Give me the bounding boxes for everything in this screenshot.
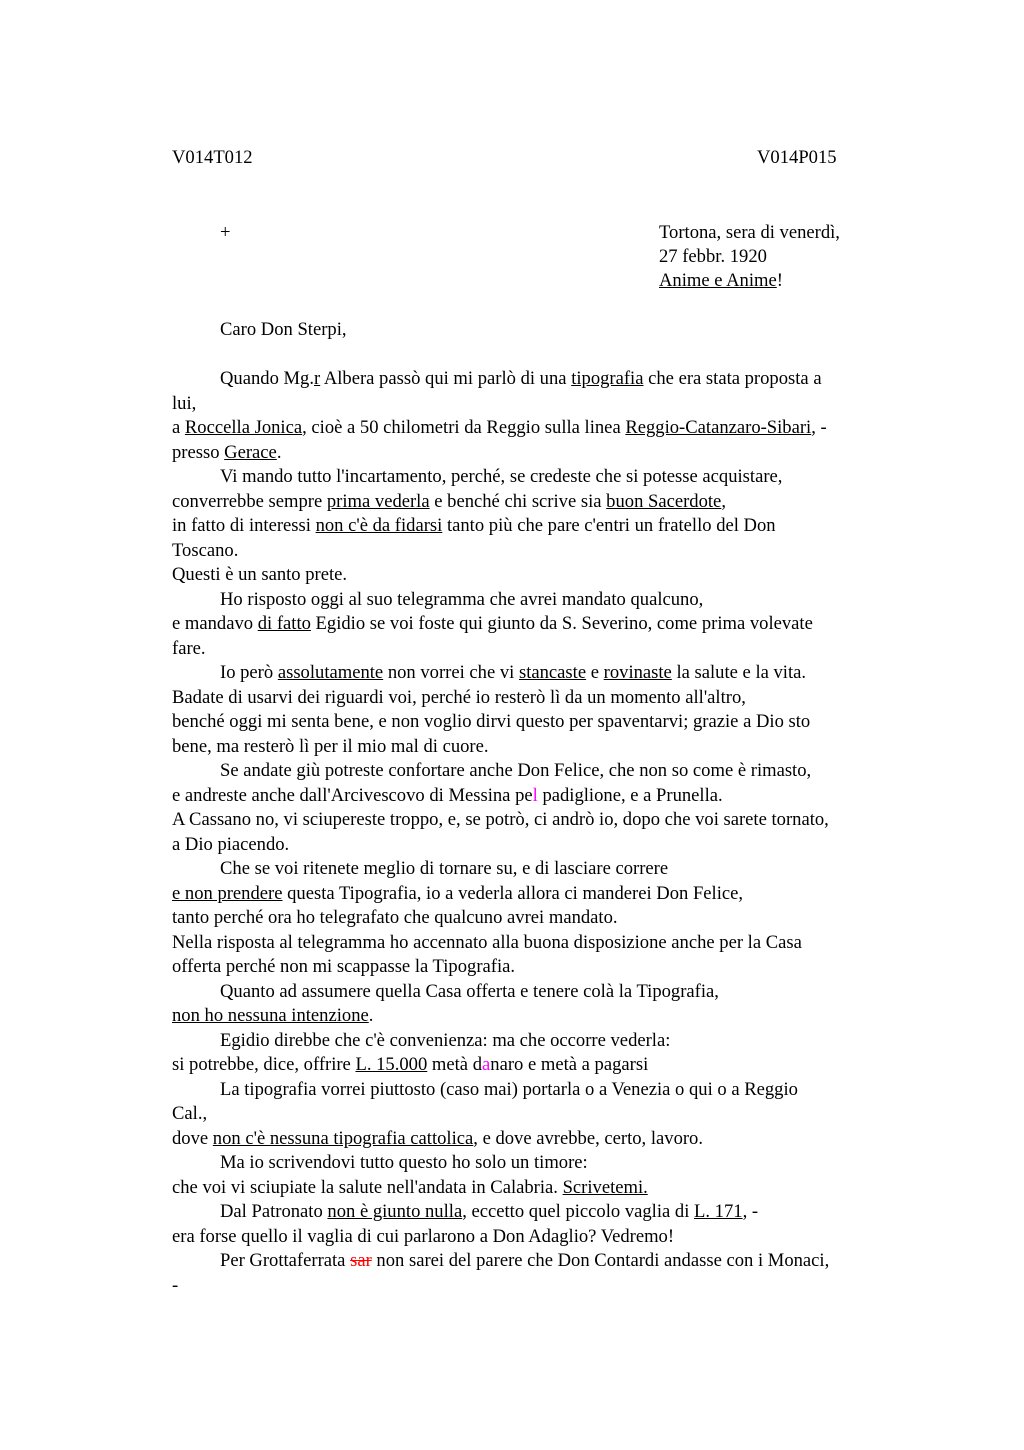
letter-line (172, 563, 912, 588)
underlined-text: buon Sacerdote (606, 490, 722, 512)
letter-line (172, 637, 912, 662)
text-segment: a Dio piacendo. (172, 833, 290, 855)
letter-line (172, 490, 912, 515)
letter-line (172, 1078, 912, 1103)
underlined-text: prima vederla (326, 490, 430, 512)
letter-line (172, 588, 912, 613)
underlined-text: non c'è nessuna tipografia cattolica (212, 1127, 474, 1149)
letter-line (172, 784, 912, 809)
letter-line (172, 686, 912, 711)
text-segment: offerta perché non mi scappasse la Tipografia. (172, 956, 516, 977)
text-segment: . (276, 441, 282, 463)
letter-body (172, 367, 912, 1298)
text-segment: e andreste anche dall'Arcivescovo di Messina pe (172, 784, 533, 806)
text-segment: Ho risposto oggi al suo telegramma che avrei mandato qualcuno, (220, 588, 704, 610)
text-segment: Nella risposta al telegramma ho accennato alla buona disposizione anche per la Casa (172, 931, 802, 953)
text-segment: , - (742, 1201, 759, 1222)
text-segment: padiglione, e a Prunella. (537, 784, 723, 806)
underlined-text: di fatto (257, 613, 311, 634)
text-segment: e benché chi scrive sia (429, 490, 607, 512)
place-date-line-1: Tortona, sera di venerdì, (659, 222, 840, 243)
letter-line (172, 1200, 912, 1225)
underlined-text: Gerace (224, 441, 277, 463)
salutation: Caro Don Sterpi, (220, 319, 347, 340)
letter-line (172, 833, 912, 858)
text-segment: si potrebbe, dice, offrire (172, 1054, 356, 1075)
text-segment: La tipografia vorrei piuttosto (caso mai) portarla o a Venezia o qui o a Reggio (220, 1078, 798, 1100)
text-segment: Per Grottaferrata (220, 1250, 351, 1271)
letter-line (172, 661, 912, 686)
letter-line (172, 392, 912, 417)
underlined-text: r (314, 368, 321, 389)
letter-line (172, 857, 912, 882)
text-segment: , eccetto quel piccolo vaglia di (462, 1201, 695, 1222)
text-segment: Che se voi ritenete meglio di tornare su, e di lasciare correre (220, 858, 669, 879)
cross-mark: + (220, 222, 231, 243)
motto-text: Anime e Anime (659, 270, 777, 291)
letter-line (172, 931, 912, 956)
archive-code-left: V014T012 (172, 147, 253, 168)
letter-line (172, 1249, 912, 1274)
underlined-text: non è giunto nulla (327, 1201, 463, 1222)
letter-line (172, 955, 912, 980)
text-segment: benché oggi mi senta bene, e non voglio dirvi questo per spaventarvi; grazie a Dio sto (172, 711, 811, 732)
text-segment: Questi è un santo prete. (172, 564, 348, 585)
text-segment: Ma io scrivendovi tutto questo ho solo un timore: (220, 1152, 588, 1173)
letter-line (172, 612, 912, 637)
text-segment: fare. (172, 637, 206, 659)
letter-line (172, 465, 912, 490)
text-segment: naro e metà a pagarsi (490, 1054, 649, 1075)
underlined-text: L. 171 (694, 1201, 743, 1222)
letter-line (172, 1274, 912, 1299)
text-segment: Egidio direbbe che c'è convenienza: ma che occorre vederla: (220, 1029, 671, 1051)
text-segment: Io però (220, 662, 278, 683)
motto-punct: ! (776, 270, 783, 291)
text-segment: tanto perché ora ho telegrafato che qualcuno avrei mandato. (172, 907, 618, 928)
letter-line (172, 1004, 912, 1029)
text-segment: a (172, 417, 185, 438)
deleted-text: sar (350, 1250, 372, 1271)
underlined-text: non ho nessuna intenzione (172, 1005, 369, 1026)
letter-line (172, 1053, 912, 1078)
text-segment: Egidio se voi foste qui giunto da S. Severino, come prima volevate (310, 613, 813, 634)
text-segment: presso (172, 441, 225, 463)
text-segment: e (586, 662, 604, 683)
text-segment: , - (811, 417, 827, 438)
text-segment: converrebbe sempre (172, 490, 327, 512)
text-segment: tanto più che pare c'entri un fratello del Don (442, 515, 776, 536)
text-segment: Badate di usarvi dei riguardi voi, perché io resterò lì da un momento all'altro, (172, 686, 746, 708)
letter-line (172, 441, 912, 466)
letter-line (172, 1102, 912, 1127)
text-segment: Cal., (172, 1103, 208, 1124)
text-segment: , e dove avrebbe, certo, lavoro. (473, 1127, 704, 1149)
text-segment: non vorrei che vi (383, 662, 519, 683)
underlined-text: rovinaste (603, 662, 672, 683)
letter-line (172, 539, 912, 564)
underlined-text: Scrivetemi. (562, 1176, 648, 1198)
text-segment: Quando Mg. (220, 368, 314, 389)
underlined-text: Roccella Jonica (184, 417, 303, 438)
underlined-text: stancaste (518, 662, 587, 683)
letter-line (172, 367, 912, 392)
text-segment: che voi vi sciupiate la salute nell'andata in Calabria. (172, 1176, 563, 1198)
text-segment: lui, (172, 392, 197, 414)
letter-line (172, 735, 912, 760)
letter-line (172, 882, 912, 907)
archive-code-right: V014P015 (757, 147, 837, 168)
text-segment: Quanto ad assumere quella Casa offerta e tenere colà la Tipografia, (220, 980, 719, 1002)
text-segment: metà d (427, 1054, 482, 1075)
letter-line (172, 416, 912, 441)
text-segment: bene, ma resterò lì per il mio mal di cuore. (172, 735, 489, 757)
letter-line (172, 1225, 912, 1250)
text-segment: Se andate giù potreste confortare anche Don Felice, che non so come è rimasto, (220, 760, 812, 781)
underlined-text: Reggio-Catanzaro-Sibari (625, 417, 812, 438)
text-segment: , cioè a 50 chilometri da Reggio sulla linea (302, 417, 626, 438)
underlined-text: tipografia (571, 368, 644, 389)
inserted-text: l (532, 784, 538, 806)
text-segment: non sarei del parere che Don Contardi andasse con i Monaci, (371, 1250, 830, 1271)
underlined-text: e non prendere (172, 882, 283, 904)
motto-line (659, 269, 783, 293)
text-segment: era forse quello il vaglia di cui parlarono a Don Adaglio? Vedremo! (172, 1225, 675, 1247)
text-segment: . (368, 1005, 374, 1026)
text-segment: Vi mando tutto l'incartamento, perché, se credeste che si potesse acquistare, (220, 466, 783, 487)
text-segment: la salute e la vita. (671, 662, 807, 683)
text-segment: Dal Patronato (220, 1201, 328, 1222)
letter-line (172, 808, 912, 833)
text-segment: che era stata proposta a (643, 368, 822, 389)
inserted-text: a (482, 1054, 491, 1075)
text-segment: e mandavo (172, 613, 258, 634)
text-segment: Toscano. (172, 539, 239, 561)
text-segment: questa Tipografia, io a vederla allora ci manderei Don Felice, (282, 882, 744, 904)
letter-line (172, 1029, 912, 1054)
letter-line (172, 710, 912, 735)
underlined-text: assolutamente (277, 662, 384, 683)
letter-line (172, 906, 912, 931)
text-segment: Albera passò qui mi parlò di una (320, 368, 572, 389)
letter-line (172, 980, 912, 1005)
text-segment: dove (172, 1127, 213, 1149)
letter-line (172, 1151, 912, 1176)
text-segment: , (721, 490, 726, 512)
letter-line (172, 514, 912, 539)
letter-line (172, 1127, 912, 1152)
underlined-text: non c'è da fidarsi (315, 515, 443, 536)
place-date-line-2: 27 febbr. 1920 (659, 246, 767, 267)
underlined-text: L. 15.000 (355, 1054, 428, 1075)
text-segment: - (172, 1274, 179, 1296)
text-segment: in fatto di interessi (172, 515, 316, 536)
text-segment: A Cassano no, vi sciupereste troppo, e, se potrò, ci andrò io, dopo che voi sarete tornato, (172, 809, 829, 830)
letter-line (172, 759, 912, 784)
letter-line (172, 1176, 912, 1201)
